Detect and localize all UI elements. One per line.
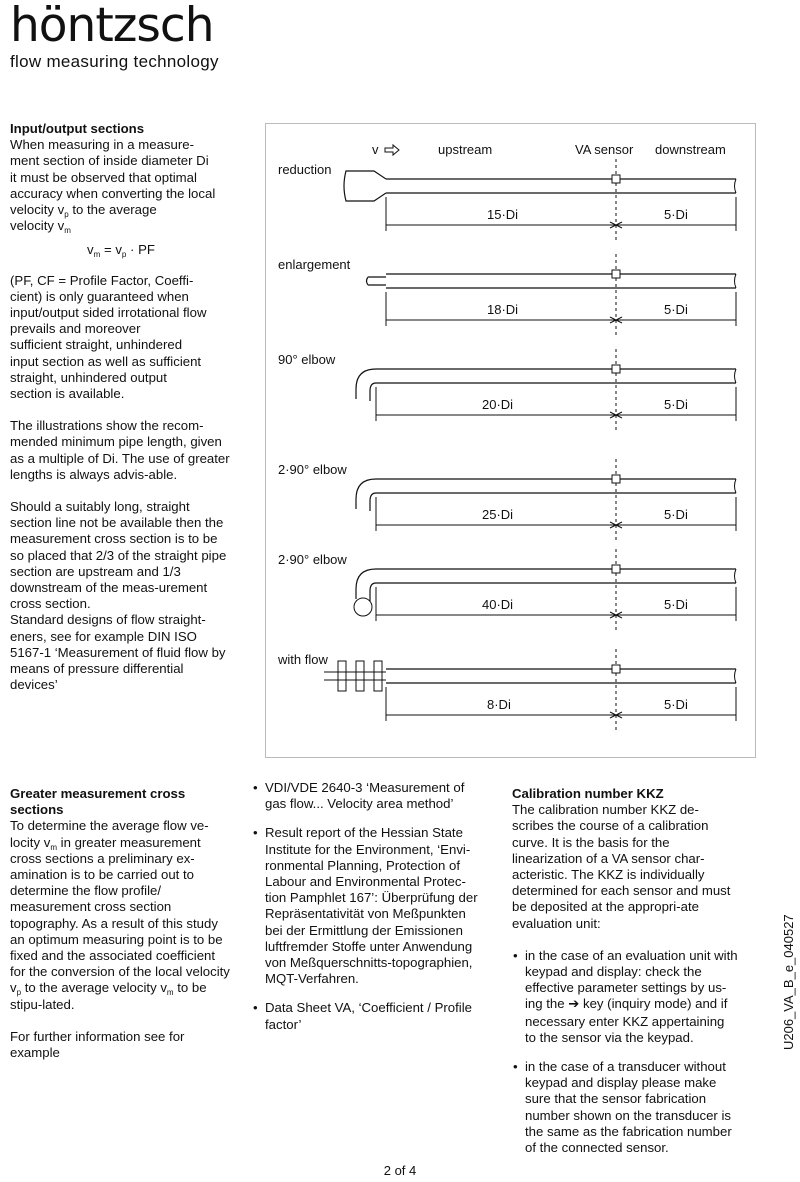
paragraph: For further information see for example (10, 1028, 185, 1061)
upstream-length: 25·Di (482, 507, 514, 522)
paragraph: Should a suitably long, straight section line not be available then the measurement cross section is to be so placed that 2/3 of the straight pipe section are upstream and 1/3 downstream of the meas-urement cross section. (10, 499, 227, 612)
section-heading: Input/output sections (10, 121, 145, 136)
elbow-fitting (356, 569, 376, 601)
company-tagline: flow measuring technology (10, 52, 219, 71)
flow-arrow-icon (385, 145, 399, 155)
upstream-length: 15·Di (487, 207, 519, 222)
flange (374, 661, 382, 691)
sensor-mark (612, 565, 620, 573)
sensor-mark (612, 475, 620, 483)
upstream-length: 40·Di (482, 597, 514, 612)
list-item: • in the case of an evaluation unit with keypad and display: check the effective parameter settings by us-ing the ➔ key (inquiry mode) and if necessary enter KKZ appertaining to the sensor via the keypad. (525, 948, 738, 1046)
paragraph: The calibration number KKZ de-scribes the course of a calibration curve. It is the basis for the linearization of a VA sensor char-acteristic. The KKZ is individually determined for each sensor and must be deposited at the appropri-ate evaluation unit: (512, 802, 731, 931)
flange (356, 661, 364, 691)
pipe-rows (277, 159, 736, 733)
downstream-length: 5·Di (664, 597, 688, 612)
elbow-fitting (356, 369, 376, 401)
calibration-section (512, 786, 738, 1169)
downstream-length: 5·Di (664, 397, 688, 412)
company-logo: höntzsch (10, 0, 214, 53)
list-item: • Result report of the Hessian State Institute for the Environment, ‘Envi-ronmental Planning, Protection of Labour and Environmental Protec-tion Pamphlet 167’: Überprüfung der Repräsentativität von Meßpunkten bei der Ermittlung der Emissionen luftfremder Stoffe unter Anwendung von Meßquerschnitts-topographien, MQT-Verfahren. (265, 825, 480, 987)
downstream-length: 5·Di (664, 207, 688, 222)
list-item: • Data Sheet VA, ‘Coefficient / Profile factor’ (265, 1000, 480, 1032)
section-heading: Calibration number KKZ (512, 786, 664, 801)
section-heading: Greater measurement cross sections (10, 786, 186, 818)
row-label: enlargement (278, 257, 351, 272)
elbow-fitting (356, 479, 376, 511)
downstream-length: 5·Di (664, 302, 688, 317)
sensor-mark (612, 270, 620, 278)
greater-sections (10, 786, 232, 1077)
sensor-mark (612, 665, 620, 673)
sensor-label: VA sensor (575, 142, 634, 157)
row-label: 2·90° elbow (278, 552, 347, 567)
pipe-break (735, 569, 737, 583)
downstream-length: 5·Di (664, 507, 688, 522)
row-label: 2·90° elbow (278, 462, 347, 477)
sensor-mark (612, 175, 620, 183)
upstream-length: 18·Di (487, 302, 519, 317)
paragraph: (PF, CF = Profile Factor, Coeffi- cient) is only guaranteed when input/output sided irrotational flow prevails and moreover sufficient straight, unhindered input section as well as sufficient straight, unhindered output section is available. (10, 272, 207, 402)
input-output-section (10, 121, 232, 710)
arrow-right-icon: ➔ (568, 997, 580, 1013)
reduction-fitting (344, 171, 386, 201)
list-item: • VDI/VDE 2640-3 ‘Measurement of gas flow... Velocity area method’ (265, 780, 480, 812)
sensor-mark (612, 365, 620, 373)
flange (338, 661, 346, 691)
elbow-opening (354, 598, 372, 616)
paragraph: To determine the average flow ve-locity $v_m$ in greater measurement cross sections a preliminary ex-amination is to be carried out to determine the flow profile/ measurement cross section topography. As a result of this study an optimum measuring point is to be fixed and the associated coefficient for the conversion of the local velocity $v_p$ to the average velocity $v_m$ to be stipu-lated. (10, 818, 230, 1012)
pipe-break (735, 669, 737, 683)
pipe-diagram-svg (266, 124, 755, 757)
pipe-break (735, 274, 737, 288)
paragraph: When measuring in a measure- ment section of inside diameter Di it must be observed that optimal accuracy when converting the local velocity $v_p$ to the average velocity $v_m$ (10, 137, 216, 236)
velocity-label: v (372, 142, 379, 157)
downstream-label: downstream (655, 142, 726, 157)
list-item: • in the case of a transducer without keypad and display please make sure that the sensor fabrication number shown on the transducer is the same as the fabrication number of the connected sensor. (525, 1059, 738, 1156)
document-code: U206_VA_B_e_040527 (781, 914, 796, 1050)
page-number: 2 of 4 (383, 1163, 417, 1178)
upstream-label: upstream (438, 142, 493, 157)
downstream-length: 5·Di (664, 697, 688, 712)
references-list (252, 780, 480, 1046)
row-label: 90° elbow (278, 352, 336, 367)
paragraph: Standard designs of flow straight-eners, see for example DIN ISO 5167-1 ‘Measurement of fluid flow by means of pressure differential devices’ (10, 612, 226, 693)
upstream-length: 20·Di (482, 397, 514, 412)
pipe-break (735, 369, 737, 383)
row-label: with flow (278, 652, 328, 667)
paragraph: The illustrations show the recom-mended minimum pipe length, given as a multiple of Di. The use of greater lengths is always advis-able. (10, 418, 230, 482)
enlargement-fitting (367, 277, 387, 285)
upstream-length: 8·Di (487, 697, 511, 712)
inlet-outlet-diagram (265, 123, 756, 758)
pipe-break (735, 179, 737, 193)
row-label: reduction (278, 162, 332, 177)
pipe-break (735, 479, 737, 493)
formula: $v_m = v_p$ · PF (87, 242, 155, 260)
